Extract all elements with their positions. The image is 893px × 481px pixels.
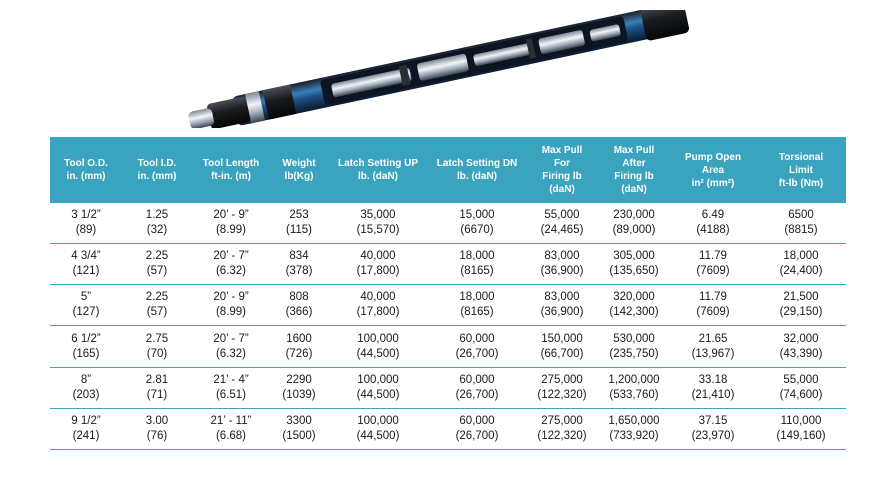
cell-imperial-value: 100,000 bbox=[357, 414, 399, 427]
cell-metric-value: (122,320) bbox=[537, 429, 587, 442]
cell-imperial-value: 6 1/2” bbox=[71, 332, 101, 345]
table-body bbox=[50, 203, 846, 450]
cell-metric-value: (89) bbox=[75, 224, 97, 237]
column-header bbox=[526, 137, 598, 203]
cell-metric-value: (8165) bbox=[460, 265, 494, 278]
cell-metric-value: (235,750) bbox=[609, 347, 659, 360]
column-header-line: lb. (daN) bbox=[457, 171, 497, 182]
cell-imperial-value: 21.65 bbox=[698, 332, 728, 345]
cell-metric-value: (203) bbox=[72, 388, 100, 401]
table-cell bbox=[328, 367, 428, 408]
cell-metric-value: (378) bbox=[285, 265, 313, 278]
cell-imperial-value: 83,000 bbox=[544, 250, 580, 263]
table-cell bbox=[328, 408, 428, 449]
cell-imperial-value: 40,000 bbox=[360, 291, 396, 304]
cell-imperial-value: 3300 bbox=[286, 414, 312, 427]
column-header bbox=[756, 137, 846, 203]
table-row bbox=[50, 326, 846, 367]
table-cell bbox=[598, 285, 670, 326]
cell-metric-value: (6.32) bbox=[215, 347, 247, 360]
table-cell bbox=[670, 285, 756, 326]
cell-metric-value: (8815) bbox=[784, 224, 818, 237]
column-header-line: Max Pull bbox=[613, 145, 655, 156]
table-cell bbox=[670, 203, 756, 244]
column-header-line: ft-in. (m) bbox=[211, 171, 251, 182]
table-cell bbox=[192, 326, 270, 367]
cell-imperial-value: 1.25 bbox=[145, 209, 169, 222]
table-cell bbox=[122, 326, 192, 367]
cell-imperial-value: 6500 bbox=[788, 209, 814, 222]
table-cell bbox=[526, 203, 598, 244]
table-cell bbox=[428, 367, 526, 408]
column-header-line: in² (mm²) bbox=[691, 177, 735, 189]
table-cell bbox=[756, 203, 846, 244]
table-cell bbox=[122, 367, 192, 408]
cell-metric-value: (15,570) bbox=[356, 224, 400, 237]
cell-metric-value: (29,150) bbox=[779, 306, 823, 319]
table-cell bbox=[526, 326, 598, 367]
column-header-line: in. (mm) bbox=[137, 171, 177, 182]
cell-metric-value: (8.99) bbox=[215, 224, 247, 237]
table-cell bbox=[328, 326, 428, 367]
cell-imperial-value: 3.00 bbox=[145, 414, 169, 427]
table-cell bbox=[270, 408, 328, 449]
cell-imperial-value: 20’ - 9” bbox=[213, 209, 249, 222]
table-row bbox=[50, 367, 846, 408]
cell-imperial-value: 253 bbox=[289, 209, 309, 222]
column-header bbox=[328, 137, 428, 203]
table-row bbox=[50, 408, 846, 449]
cell-metric-value: (36,900) bbox=[540, 265, 584, 278]
cell-metric-value: (6.51) bbox=[215, 388, 247, 401]
cell-metric-value: (533,760) bbox=[609, 388, 659, 401]
cell-metric-value: (7609) bbox=[696, 265, 730, 278]
table-cell bbox=[756, 367, 846, 408]
cell-imperial-value: 305,000 bbox=[613, 250, 655, 263]
cell-imperial-value: 18,000 bbox=[459, 250, 495, 263]
column-header-line: (daN) bbox=[549, 184, 575, 195]
cell-metric-value: (17,800) bbox=[356, 265, 400, 278]
cell-imperial-value: 20’ - 7” bbox=[213, 250, 249, 263]
table-cell bbox=[670, 326, 756, 367]
table-cell bbox=[122, 408, 192, 449]
cell-imperial-value: 20’ - 7” bbox=[213, 332, 249, 345]
cell-metric-value: (26,700) bbox=[455, 388, 499, 401]
cell-imperial-value: 1600 bbox=[286, 332, 312, 345]
cell-imperial-value: 11.79 bbox=[699, 250, 727, 263]
column-header-line: Latch Setting DN bbox=[436, 158, 518, 169]
cell-metric-value: (44,500) bbox=[356, 388, 400, 401]
table-cell bbox=[50, 326, 122, 367]
cell-metric-value: (6.32) bbox=[215, 265, 247, 278]
column-header-line: Firing lb bbox=[614, 171, 654, 182]
cell-imperial-value: 8” bbox=[80, 373, 92, 386]
column-header-line: For bbox=[553, 158, 571, 169]
cell-imperial-value: 150,000 bbox=[541, 332, 583, 345]
cell-metric-value: (6.68) bbox=[215, 429, 247, 442]
cell-metric-value: (6670) bbox=[460, 224, 494, 237]
table-cell bbox=[526, 285, 598, 326]
cell-metric-value: (24,400) bbox=[779, 265, 823, 278]
cell-metric-value: (115) bbox=[286, 224, 312, 237]
cell-imperial-value: 2290 bbox=[286, 373, 312, 386]
cell-metric-value: (733,920) bbox=[609, 429, 659, 442]
cell-imperial-value: 60,000 bbox=[459, 373, 495, 386]
table-cell bbox=[122, 244, 192, 285]
cell-imperial-value: 37.15 bbox=[698, 414, 728, 427]
cell-imperial-value: 320,000 bbox=[613, 291, 655, 304]
cell-imperial-value: 3 1/2” bbox=[71, 209, 101, 222]
cell-imperial-value: 55,000 bbox=[544, 209, 580, 222]
table-cell bbox=[428, 244, 526, 285]
cell-metric-value: (57) bbox=[146, 265, 168, 278]
column-header-line: Firing lb bbox=[542, 171, 582, 182]
column-header-line: ft-lb (Nm) bbox=[778, 177, 824, 189]
table-cell bbox=[270, 203, 328, 244]
column-header-line: Area bbox=[701, 164, 725, 176]
table-cell bbox=[428, 285, 526, 326]
cell-metric-value: (127) bbox=[72, 306, 100, 319]
column-header-line: Pump Open bbox=[684, 151, 742, 163]
column-header-line: Tool I.D. bbox=[137, 158, 177, 169]
cell-imperial-value: 55,000 bbox=[783, 373, 819, 386]
cell-imperial-value: 18,000 bbox=[783, 250, 819, 263]
cell-metric-value: (7609) bbox=[696, 306, 730, 319]
table-cell bbox=[598, 367, 670, 408]
cell-metric-value: (24,465) bbox=[540, 224, 584, 237]
table-header-row bbox=[50, 137, 846, 203]
table-cell bbox=[50, 203, 122, 244]
table-cell bbox=[756, 285, 846, 326]
cell-imperial-value: 60,000 bbox=[459, 414, 495, 427]
tool-product-image bbox=[170, 10, 700, 128]
cell-metric-value: (76) bbox=[146, 429, 168, 442]
table-cell bbox=[526, 244, 598, 285]
cell-metric-value: (57) bbox=[146, 306, 168, 319]
cell-imperial-value: 21,500 bbox=[783, 291, 819, 304]
table-cell bbox=[192, 244, 270, 285]
cell-metric-value: (26,700) bbox=[455, 429, 499, 442]
table-row bbox=[50, 244, 846, 285]
cell-imperial-value: 2.81 bbox=[145, 373, 169, 386]
table-cell bbox=[328, 203, 428, 244]
cell-imperial-value: 83,000 bbox=[544, 291, 580, 304]
table-cell bbox=[756, 244, 846, 285]
table-row bbox=[50, 203, 846, 244]
cell-metric-value: (122,320) bbox=[537, 388, 587, 401]
cell-imperial-value: 834 bbox=[289, 250, 309, 263]
table-cell bbox=[598, 244, 670, 285]
cell-imperial-value: 21’ - 11” bbox=[210, 414, 252, 427]
cell-imperial-value: 32,000 bbox=[783, 332, 819, 345]
table-cell bbox=[670, 367, 756, 408]
cell-imperial-value: 275,000 bbox=[541, 373, 583, 386]
table-cell bbox=[192, 408, 270, 449]
column-header bbox=[192, 137, 270, 203]
cell-imperial-value: 5” bbox=[80, 291, 92, 304]
cell-imperial-value: 60,000 bbox=[459, 332, 495, 345]
cell-metric-value: (4188) bbox=[696, 224, 730, 237]
cell-imperial-value: 275,000 bbox=[541, 414, 583, 427]
cell-imperial-value: 33.18 bbox=[698, 373, 728, 386]
column-header-line: Torsional bbox=[778, 151, 824, 163]
column-header-line: Latch Setting UP bbox=[337, 158, 418, 169]
cell-imperial-value: 2.25 bbox=[145, 250, 169, 263]
cell-imperial-value: 35,000 bbox=[360, 209, 396, 222]
cell-imperial-value: 20’ - 9” bbox=[213, 291, 249, 304]
column-header-line: lb(Kg) bbox=[284, 171, 314, 182]
column-header bbox=[122, 137, 192, 203]
cell-imperial-value: 9 1/2” bbox=[71, 414, 101, 427]
column-header-line: in. (mm) bbox=[66, 171, 106, 182]
table-cell bbox=[192, 367, 270, 408]
table-cell bbox=[598, 326, 670, 367]
cell-imperial-value: 4 3/4” bbox=[71, 250, 101, 263]
table-cell bbox=[756, 408, 846, 449]
cell-metric-value: (70) bbox=[146, 347, 168, 360]
table-cell bbox=[670, 244, 756, 285]
table-cell bbox=[50, 244, 122, 285]
table-cell bbox=[598, 203, 670, 244]
cell-imperial-value: 15,000 bbox=[459, 209, 495, 222]
column-header-line: After bbox=[622, 158, 646, 169]
cell-metric-value: (142,300) bbox=[609, 306, 659, 319]
cell-imperial-value: 2.25 bbox=[145, 291, 169, 304]
table-cell bbox=[328, 285, 428, 326]
table-cell bbox=[270, 285, 328, 326]
cell-metric-value: (8165) bbox=[460, 306, 494, 319]
table-cell bbox=[122, 285, 192, 326]
cell-imperial-value: 530,000 bbox=[613, 332, 655, 345]
cell-metric-value: (74,600) bbox=[779, 388, 823, 401]
table-cell bbox=[192, 203, 270, 244]
cell-imperial-value: 110,000 bbox=[780, 414, 822, 427]
column-header-line: Limit bbox=[789, 164, 813, 176]
cell-imperial-value: 1,200,000 bbox=[608, 373, 660, 386]
cell-metric-value: (366) bbox=[285, 306, 313, 319]
cell-imperial-value: 230,000 bbox=[613, 209, 655, 222]
cell-imperial-value: 808 bbox=[289, 291, 309, 304]
cell-metric-value: (1039) bbox=[282, 388, 316, 401]
cell-imperial-value: 2.75 bbox=[145, 332, 169, 345]
cell-metric-value: (241) bbox=[72, 429, 100, 442]
cell-imperial-value: 40,000 bbox=[360, 250, 396, 263]
table-cell bbox=[50, 367, 122, 408]
table-row bbox=[50, 285, 846, 326]
column-header bbox=[598, 137, 670, 203]
cell-metric-value: (71) bbox=[146, 388, 168, 401]
cell-metric-value: (26,700) bbox=[455, 347, 499, 360]
cell-imperial-value: 18,000 bbox=[459, 291, 495, 304]
cell-metric-value: (13,967) bbox=[691, 347, 735, 360]
table-cell bbox=[598, 408, 670, 449]
cell-metric-value: (44,500) bbox=[356, 429, 400, 442]
table-cell bbox=[428, 408, 526, 449]
table-cell bbox=[670, 408, 756, 449]
column-header-line: Max Pull bbox=[541, 145, 583, 156]
cell-imperial-value: 21’ - 4” bbox=[213, 373, 249, 386]
table-cell bbox=[270, 367, 328, 408]
table-cell bbox=[50, 285, 122, 326]
column-header-line: (daN) bbox=[621, 184, 647, 195]
cell-imperial-value: 100,000 bbox=[357, 373, 399, 386]
cell-metric-value: (23,970) bbox=[691, 429, 735, 442]
cell-metric-value: (21,410) bbox=[691, 388, 735, 401]
table-cell bbox=[526, 408, 598, 449]
cell-imperial-value: 1,650,000 bbox=[608, 414, 660, 427]
spec-table bbox=[50, 137, 846, 450]
cell-metric-value: (17,800) bbox=[356, 306, 400, 319]
table-cell bbox=[526, 367, 598, 408]
column-header bbox=[270, 137, 328, 203]
cell-metric-value: (43,390) bbox=[779, 347, 823, 360]
cell-metric-value: (165) bbox=[72, 347, 100, 360]
cell-metric-value: (121) bbox=[72, 265, 100, 278]
column-header bbox=[428, 137, 526, 203]
cell-metric-value: (66,700) bbox=[540, 347, 584, 360]
cell-metric-value: (32) bbox=[146, 224, 168, 237]
column-header-line: lb. (daN) bbox=[358, 171, 398, 182]
cell-metric-value: (1500) bbox=[282, 429, 316, 442]
column-header-line: Weight bbox=[282, 158, 316, 169]
column-header bbox=[670, 137, 756, 203]
column-header bbox=[50, 137, 122, 203]
table-cell bbox=[328, 244, 428, 285]
table-cell bbox=[428, 203, 526, 244]
column-header-line: Tool Length bbox=[202, 158, 260, 169]
cell-metric-value: (726) bbox=[285, 347, 313, 360]
cell-imperial-value: 11.79 bbox=[699, 291, 727, 304]
cell-metric-value: (36,900) bbox=[540, 306, 584, 319]
table-cell bbox=[192, 285, 270, 326]
cell-metric-value: (8.99) bbox=[215, 306, 247, 319]
cell-metric-value: (135,650) bbox=[609, 265, 659, 278]
table-cell bbox=[122, 203, 192, 244]
cell-metric-value: (89,000) bbox=[612, 224, 656, 237]
cell-metric-value: (44,500) bbox=[356, 347, 400, 360]
table-cell bbox=[50, 408, 122, 449]
table-cell bbox=[270, 244, 328, 285]
column-header-line: Tool O.D. bbox=[64, 158, 108, 169]
cell-imperial-value: 100,000 bbox=[357, 332, 399, 345]
table-cell bbox=[756, 326, 846, 367]
cell-metric-value: (149,160) bbox=[776, 429, 826, 442]
table-cell bbox=[270, 326, 328, 367]
cell-imperial-value: 6.49 bbox=[701, 209, 725, 222]
table-cell bbox=[428, 326, 526, 367]
